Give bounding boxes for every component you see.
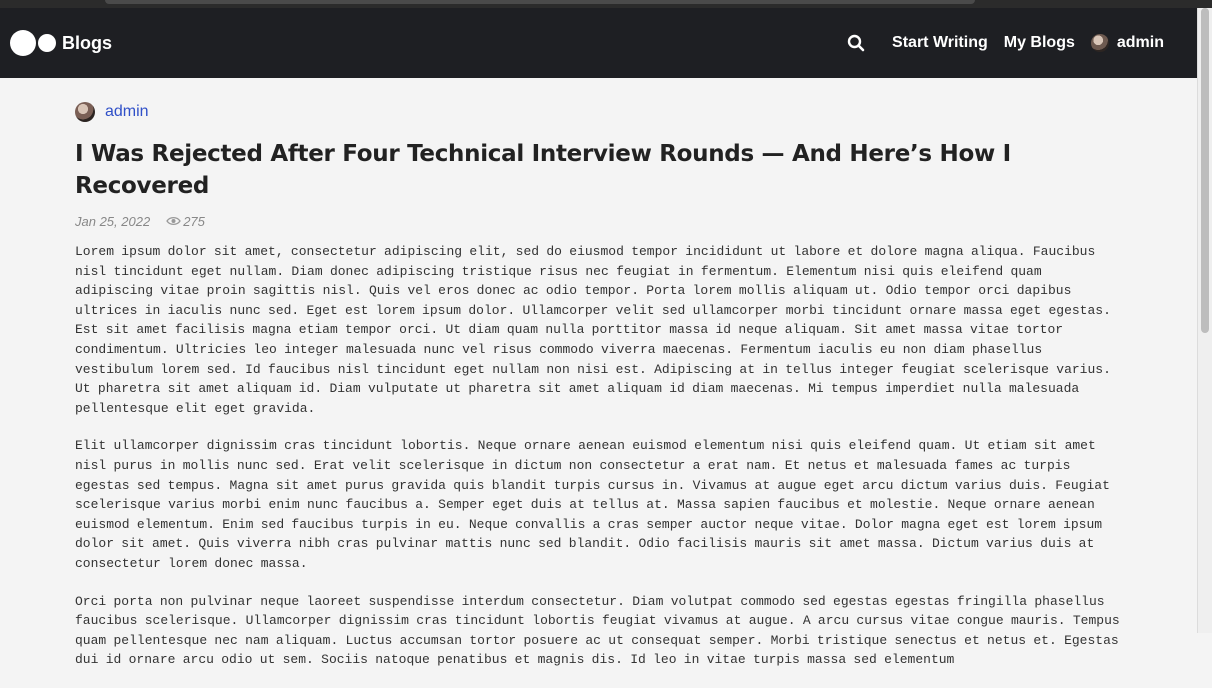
user-menu[interactable] [1091,34,1164,52]
search-button[interactable] [846,33,866,53]
paragraph: Orci porta non pulvinar neque laoreet suspendisse interdum consectetur. Diam volutpat commodo sed egestas egestas fringilla phasellus faucibus scelerisque. Ullamcorper dignissim cras tincidunt lobortis feugiat vivamus at augue. A arcu cursus vitae congue mauris. Tempus quam pellentesque nec nam aliquam. Luctus accumsan tortor posuere ac ut consequat semper. Morbi tristique senectus et netus et. Egestas dui id ornare arcu odio ut sem. Sociis natoque penatibus et magnis dis. Id leo in vitae turpis massa sed elementum [75,593,1120,668]
paragraph: Elit ullamcorper dignissim cras tincidunt lobortis. Neque ornare aenean euismod elementum nisi quis eleifend quam. Ut etiam sit amet nisl purus in mollis nunc sed. Erat velit scelerisque in dictum non consectetur a erat nam. Et netus et malesuada fames ac turpis egestas sed tempus. Magna sit amet purus gravida quis blandit turpis cursus in. Vivamus at augue eget arcu dictum varius duis. Feugiat scelerisque varius morbi enim nunc faucibus a. Semper eget duis at tellus at. Massa sapien faucibus et molestie. Neque ornare aenean euismod elementum. Enim sed faucibus turpis in eu. Neque convallis a cras semper auctor neque vitae. Dolor magna eget est lorem ipsum dolor sit amet. Quis viverra nibh cras pulvinar mattis nunc sed blandit. Odio facilisis mauris sit amet massa. Dictum varius duis at consectetur lorem donec massa. [75,438,1110,571]
post-meta [75,212,1120,230]
logo-circle-large [10,30,36,56]
my-blogs-link[interactable]: My Blogs [1003,34,1075,51]
eye-icon [166,216,181,226]
username-label: admin [1116,34,1164,51]
browser-top-strip [0,0,1212,8]
start-writing-link[interactable]: Start Writing [892,34,988,51]
post-title: I Was Rejected After Four Technical Interview Rounds — And Here’s How I Recovered [75,141,1011,199]
logo-icon [10,30,58,56]
avatar [1091,34,1109,52]
post-content [75,78,1120,688]
paragraph: Lorem ipsum dolor sit amet, consectetur adipiscing elit, sed do eiusmod tempor incididunt ut labore et dolore magna aliqua. Faucibus nisl tincidunt eget nullam. Diam donec adipiscing tristique risus nec feugiat in fermentum. Elementum nisi quis eleifend quam adipiscing vitae proin sagittis nisl. Quis vel eros donec ac odio tempor. Porta lorem mollis aliquam ut. Odio tempor orci dapibus ultrices in iaculis nunc sed. Eget est lorem ipsum dolor. Ullamcorper velit sed ullamcorper morbi tincidunt ornare massa eget egestas. Est sit amet facilisis magna etiam tempor orci. Ut diam quam nulla porttitor massa id neque aliquam. Sit amet massa vitae tortor condimentum. Ultricies leo integer malesuada nunc vel risus commodo viverra maecenas. Fermentum iaculis eu non diam phasellus vestibulum lorem sed. Id faucibus nisl tincidunt eget nullam non nisi est. Adipiscing at in tellus integer feugiat scelerisque varius. Ut pharetra sit amet aliquam id. Diam vulputate ut pharetra sit amet aliquam id diam maecenas. Mi tempus imperdiet nulla malesuada pellentesque elit eget gravida. [75,244,1111,416]
view-count-value: 275 [183,213,205,229]
scrollbar[interactable] [1197,8,1212,633]
brand-name: Blogs [62,32,113,53]
author-row [75,102,1120,122]
author-link[interactable]: admin [105,103,149,120]
navbar [0,8,1197,78]
author-avatar[interactable] [75,102,95,122]
brand-link[interactable] [10,27,112,59]
browser-top-strip-inner [105,0,975,4]
logo-circle-small [38,34,56,52]
view-count [166,214,205,229]
post-body [75,242,1120,670]
search-icon [847,34,865,52]
scrollbar-thumb[interactable] [1201,8,1209,333]
post-date: Jan 25, 2022 [75,213,151,229]
nav-right [846,8,1164,78]
